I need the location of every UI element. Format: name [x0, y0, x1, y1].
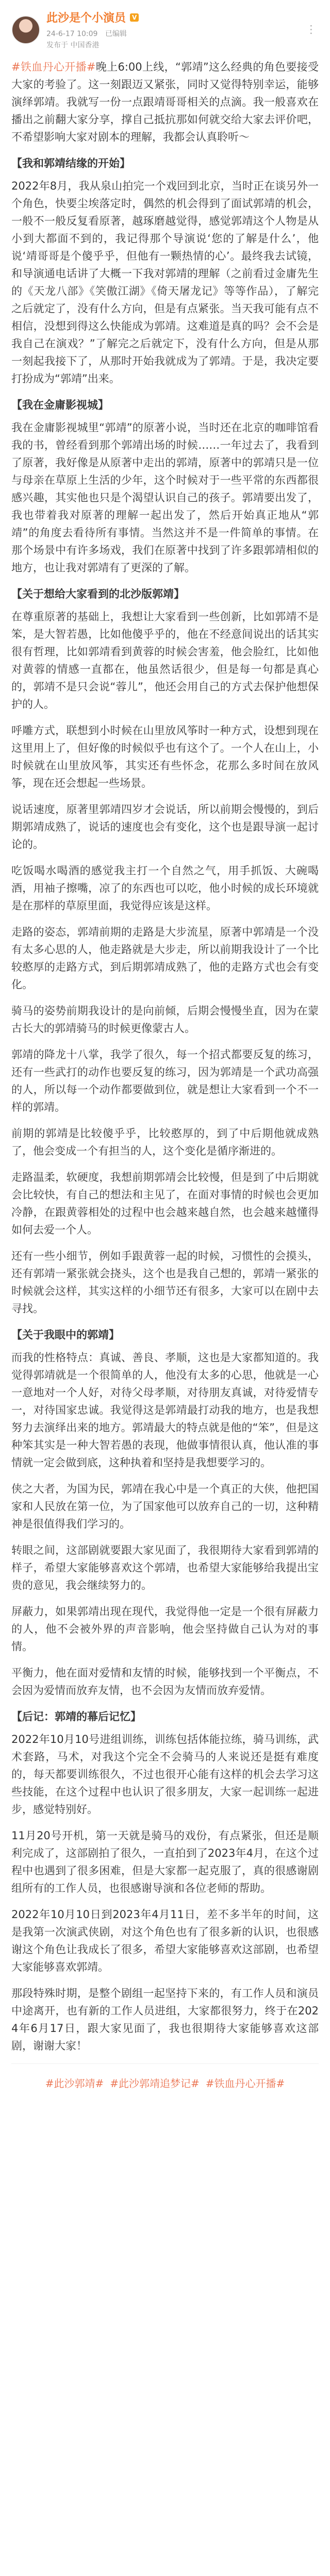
post-paragraph	[11, 1603, 319, 1655]
footer-topic-link[interactable]: #铁血丹心开播#	[205, 2077, 285, 2090]
paragraph-text: 【我和郭靖结缘的开始】	[11, 157, 130, 170]
paragraph-text: 那段特殊时期，是整个剧组一起坚持下来的，有工作人员和演员中途离开，也有新的工作人员进组，大家都很努力，终于在2024年6月17日，跟大家见面了，我也很期待大家能够喜欢这部剧，谢谢大家！	[11, 1987, 319, 2052]
post-paragraph	[11, 801, 319, 853]
post-paragraph	[11, 419, 319, 577]
paragraph-text: 【后记：郭靖的幕后记忆】	[11, 1710, 141, 1723]
paragraph-text: 2022年10月10号进组训练，训练包括体能拉练，骑马训练，武术套路，马术，对我这个完全不会骑马的人来说还是挺有难度的，每天都要训练很久，不过也很开心能有这样的机会去学习这些技能，在这个过程中也认识了很多朋友，大家一起训练一起进步，感觉特别好。	[11, 1733, 319, 1816]
paragraph-text: 骑马的姿势前期我设计的是向前倾，后期会慢慢坐直，因为在蒙古长大的郭靖骑马的时候更像蒙古人。	[11, 1005, 319, 1035]
paragraph-text: 11月20号开机，第一天就是骑马的戏份，有点紧张，但还是顺利完成了，这部剧拍了很久，一直拍到了2023年4月，在这个过程中也遇到了很多困难，但是大家都一起克服了，真的很感谢剧组所有的工作人员，也很感谢导演和各位老师的帮助。	[11, 1829, 319, 1894]
post-paragraph	[11, 608, 319, 713]
section-heading	[11, 396, 319, 414]
paragraph-text: 我在金庸影视城里“郭靖”的原著小说，当时还在北京的咖啡馆看我的书，曾经看到那个郭靖出场的时候……一年过去了，我看到了原著，我好像是从原著中走出的郭靖，原著中的郭靖只是一位与母亲在草原上生活的少年，这个时候对于一些平常的东西都很感兴趣，其实他也只是个渴望认识自己的孩子。郭靖要出发了，我也带着我对原著的理解一起出发了，然后开始真正地从“郭靖”的角度去看待所有事情。当然这并不是一件简单的事情。在那个场景中有许多场戏，我们在原著中找到了许多跟郭靖相似的地方，也让我对郭靖有了更深的了解。	[11, 421, 319, 574]
avatar[interactable]	[11, 15, 40, 44]
paragraph-text: 【关于想给大家看到的北沙版郭靖】	[11, 588, 185, 600]
post-paragraph	[11, 923, 319, 993]
post-paragraph	[11, 177, 319, 387]
post-paragraph	[11, 1349, 319, 1471]
paragraph-text: 转眼之间，这部剧就要跟大家见面了，我很期待大家看到郭靖的样子，希望大家能够喜欢这个郭靖，也希望大家能够给我提出宝贵的意见，我会继续努力的。	[11, 1544, 319, 1591]
verified-badge-icon: V	[130, 13, 139, 22]
paragraph-text: 【我在金庸影视城】	[11, 399, 109, 411]
post-paragraph	[11, 58, 319, 146]
paragraph-text: 平衡力，他在面对爱情和友情的时候，能够找到一个平衡点，不会因为爱情而放弃友情，也不会因为友情而放弃爱情。	[11, 1667, 319, 1697]
section-heading	[11, 1326, 319, 1344]
post-paragraph	[11, 862, 319, 914]
post-header	[11, 0, 319, 58]
paragraph-text: 侠之大者，为国为民，郭靖在我心中是一个真正的大侠，他把国家和人民放在第一位，为了国家他可以放弃自己的一切，这种精神是很值得我们学习的。	[11, 1483, 319, 1530]
section-heading	[11, 155, 319, 172]
section-heading	[11, 585, 319, 603]
topic-links	[11, 2063, 319, 2109]
paragraph-text: 还有一些小细节，例如手跟黄蓉一起的时候，习惯性的会摸头，还有郭靖一紧张就会挠头，这个也是我自己想的，郭靖一紧张的时候就会这样，其实这样的小细节还有很多，大家可以在剧中去寻找。	[11, 1250, 319, 1315]
post-paragraph	[11, 1168, 319, 1239]
name-row	[46, 9, 303, 25]
paragraph-text: 说话速度，原著里郭靖四岁才会说话，所以前期会慢慢的，到后期郭靖成熟了，说话的速度也会有变化，这个也是跟导演一起讨论的。	[11, 803, 319, 851]
user-info	[46, 9, 303, 50]
paragraph-text: 晚上6:00上线，“郭靖”这么经典的角色要接受大家的考验了。这一刻跟迈又紧张，同时又觉得特别幸运，能够演绎郭靖。我就写一份一点跟靖哥哥相关的点滴。我一般喜欢在播出之前翻大家分享，撑自己抵抗那如何就交给大家去评价吧，不希望影响大家对剧本的理解，我都会认真聆听～	[11, 61, 319, 143]
paragraph-text: 郭靖的降龙十八掌，我学了很久，每一个招式都要反复的练习，还有一些武打的动作也要反复的练习，因为郭靖是一个武功高强的人，所以每一个动作都要做到位，就是想让大家看到一个不一样的郭靖。	[11, 1048, 319, 1113]
post-paragraph	[11, 1731, 319, 1818]
username[interactable]: 此沙是个小演员	[46, 12, 126, 25]
post-paragraph	[11, 1664, 319, 1699]
post-paragraph	[11, 1125, 319, 1160]
paragraph-text: 走路的姿态，郭靖前期的走路是大步流星，原著中郭靖是一个没有太多心思的人，他走路就是大步走，所以前期我设计了一个比较憨厚的走路方式，到后期郭靖成熟了，他的走路方式也会有变化。	[11, 926, 319, 991]
paragraph-text: 2022年8月，我从泉山拍完一个戏回到北京，当时正在谈另外一个角色，快要尘埃落定时，偶然的机会得到了面试郭靖的机会，一般不一般反复看原著，越琢磨越觉得，感觉郭靖这个人物是从小到大都面不到的，我记得那个导演说‘您的了解是什么’，他说‘靖哥哥是个傻乎乎，但他有一颗热情的心’。最终我去试镜，和导演通电话讲了大概一下我对郭靖的理解（之前看过金庸先生的《天龙八部》《笑傲江湖》《倚天屠龙记》等等作品），了解完之后就定了，没有什么方向，但是有点紧张。当天我可能有点不相信，没想到得这么快能成为郭靖。这难道是真的吗？会不会是我自己在演戏？”了解完之后就定下，没有什么方向，但是从那一刻起我接下了，从那时开始我就成为了郭靖。于是，我决定要打扮成为“郭靖”出来。	[11, 180, 319, 385]
paragraph-text: 屏蔽力，如果郭靖出现在现代，我觉得他一定是一个很有屏蔽力的人，他不会被外界的声音影响，他会坚持做自己认为对的事情。	[11, 1605, 319, 1653]
post-paragraph	[11, 1827, 319, 1897]
post-body	[11, 58, 319, 2055]
post-paragraph	[11, 1541, 319, 1594]
paragraph-text: 2022年10月10日到2023年4月11日，差不多半年的时间，这是我第一次演武侠剧，对这个角色也有了很多新的认识，也很感谢这个角色让我成长了很多，希望大家能够喜欢这部剧，也希望大家能够喜欢郭靖。	[11, 1908, 319, 1973]
footer-topic-link[interactable]: #此沙郭靖#	[45, 2077, 104, 2090]
topic-link[interactable]: #铁血丹心开播#	[11, 61, 96, 73]
paragraph-text: 吃饭喝水喝酒的感觉我主打一个自然之气，用手抓饭、大碗喝酒，用袖子擦嘴，凉了的东西也可以吃，他小时候的成长环境就是在那样的草原里面，我觉得应该是这样。	[11, 865, 319, 912]
footer-topic-link[interactable]: #此沙郭靖追梦记#	[110, 2077, 200, 2090]
post-paragraph	[11, 1046, 319, 1116]
paragraph-text: 在尊重原著的基础上，我想让大家看到一些创新，比如郭靖不是笨，是大智若愚，比如他傻乎乎的，他在不经意间说出的话其实很有哲理，比如郭靖看到黄蓉的时候会害羞，他会脸红，比如他对黄蓉的情感一直都在，他虽然话很少，但是每一句都是真心的，郭靖不是只会说“蓉儿”，他还会用自己的方式去保护他想保护的人。	[11, 611, 319, 710]
post-paragraph	[11, 1002, 319, 1037]
post-timestamp: 24-6-17 10:09	[46, 30, 98, 38]
post-paragraph	[11, 1480, 319, 1533]
post-source: 发布于 中国香港	[46, 41, 100, 49]
post-meta	[46, 28, 303, 39]
post-paragraph	[11, 1906, 319, 1976]
paragraph-text: 而我的性格特点：真诚、善良、孝顺，这也是大家都知道的。我觉得郭靖就是一个很简单的人，他没有太多的心思，他就是一心一意地对一个人好，对待父母孝顺，对待朋友真诚，对待爱情专一，对待国家忠诚。我觉得这是郭靖最打动我的地方，也是我想努力去演绎出来的地方。郭靖最大的特点就是他的“笨”，但是这种笨其实是一种大智若愚的表现，他做事情很认真，他认准的事情就一定会做到底，这种执着和坚持是我想要学习的。	[11, 1351, 319, 1469]
paragraph-text: 走路温柔，软硬度，我想前期郭靖会比较慢，但是到了中后期就会比较快，有自己的想法和主见了，在面对事情的时候也会更加冷静，在跟黄蓉相处的过程中也会越来越自然，也会越来越懂得如何去爱一个人。	[11, 1171, 319, 1236]
post-paragraph	[11, 1985, 319, 2055]
post-paragraph	[11, 722, 319, 792]
paragraph-text: 【关于我眼中的郭靖】	[11, 1329, 120, 1341]
section-heading	[11, 1708, 319, 1725]
post-paragraph	[11, 1247, 319, 1317]
more-options-icon[interactable]: ⋯	[304, 24, 318, 36]
paragraph-text: 呼雕方式，联想到小时候在山里放风筝时一种方式，设想到现在这里用上了，但好像的时候似乎也有这个了。一个人在山上，小时候就在山里放风筝，其实还有些怀念，花那么多时间在放风筝，现在还会想起一些场景。	[11, 724, 319, 789]
paragraph-text: 前期的郭靖是比较傻乎乎，比较憨厚的，到了中后期他就成熟了，他会变成一个有担当的人，这个变化是循序渐进的。	[11, 1127, 319, 1157]
edited-status[interactable]: 已编辑	[105, 30, 127, 38]
